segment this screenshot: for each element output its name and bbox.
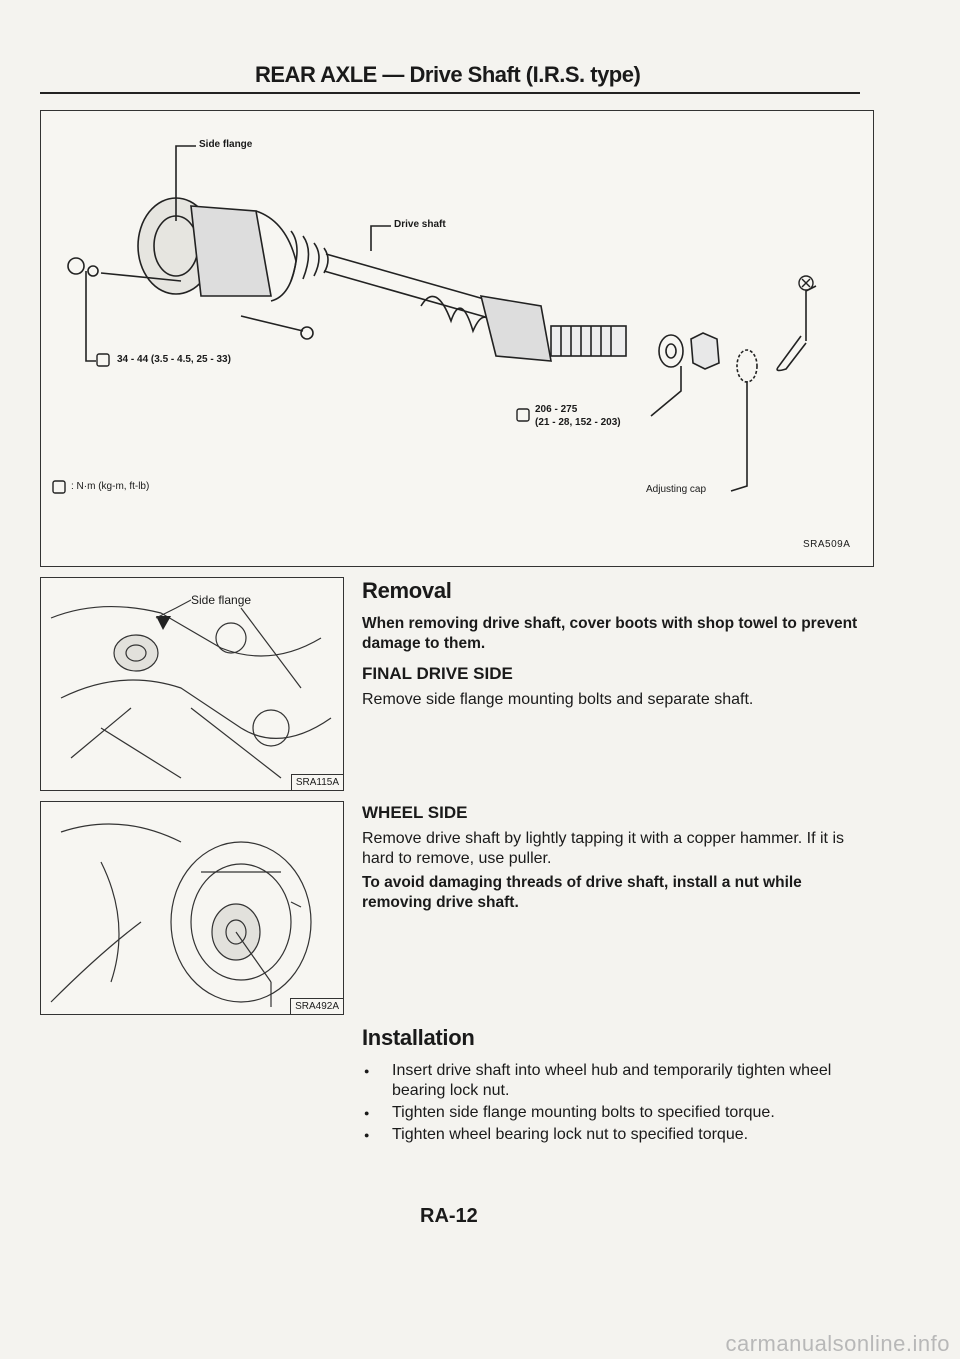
wheel-side-caution: To avoid damaging threads of drive shaft, install a nut while removing drive shaft. <box>362 874 802 911</box>
wheel-side-figure <box>40 801 344 1015</box>
list-item: ● Tighten wheel bearing lock nut to specified torque. <box>362 1125 862 1145</box>
final-drive-illustration <box>41 578 343 790</box>
final-drive-text: Remove side flange mounting bolts and separate shaft. <box>362 691 754 708</box>
drive-shaft-exploded-figure <box>40 110 874 567</box>
figure-code: SRA509A <box>803 539 851 550</box>
torque-units-legend: : N·m (kg-m, ft-lb) <box>71 481 150 492</box>
drive-shaft-illustration <box>41 111 873 566</box>
wheel-hub-illustration <box>41 802 343 1014</box>
removal-section <box>362 578 862 720</box>
final-drive-removal-figure <box>40 577 344 791</box>
installation-list <box>362 1061 862 1145</box>
removal-heading: Removal <box>362 578 452 603</box>
callout-flange-torque: 34 - 44 (3.5 - 4.5, 25 - 33) <box>117 354 231 365</box>
callout-removal-side-flange: Side flange <box>191 593 252 607</box>
callout-adjusting-cap: Adjusting cap <box>646 484 707 495</box>
wheel-figure-code: SRA492A <box>290 998 343 1014</box>
removal-figure-code: SRA115A <box>291 774 343 790</box>
installation-heading: Installation <box>362 1025 475 1050</box>
wheel-side-text: Remove drive shaft by lightly tapping it with a copper hammer. If it is hard to remove, use puller. <box>362 830 844 867</box>
installation-section <box>362 1025 862 1147</box>
watermark: carmanualsonline.info <box>725 1331 950 1356</box>
wheel-side-heading: WHEEL SIDE <box>362 803 468 822</box>
title-rule <box>40 92 860 94</box>
callout-side-flange: Side flange <box>199 139 253 150</box>
callout-nut-torque-1: 206 - 275 <box>535 404 578 415</box>
list-item: ● Tighten side flange mounting bolts to specified torque. <box>362 1103 862 1123</box>
final-drive-heading: FINAL DRIVE SIDE <box>362 664 513 683</box>
callout-drive-shaft: Drive shaft <box>394 219 446 230</box>
removal-caution: When removing drive shaft, cover boots with shop towel to prevent damage to them. <box>362 615 858 652</box>
arrow-icon <box>156 616 171 630</box>
list-item: ● Insert drive shaft into wheel hub and temporarily tighten wheel bearing lock nut. <box>362 1061 862 1101</box>
callout-nut-torque-2: (21 - 28, 152 - 203) <box>535 417 621 428</box>
page-number: RA-12 <box>420 1205 478 1227</box>
page-title: REAR AXLE — Drive Shaft (I.R.S. type) <box>255 62 641 87</box>
wheel-side-section <box>362 803 862 923</box>
